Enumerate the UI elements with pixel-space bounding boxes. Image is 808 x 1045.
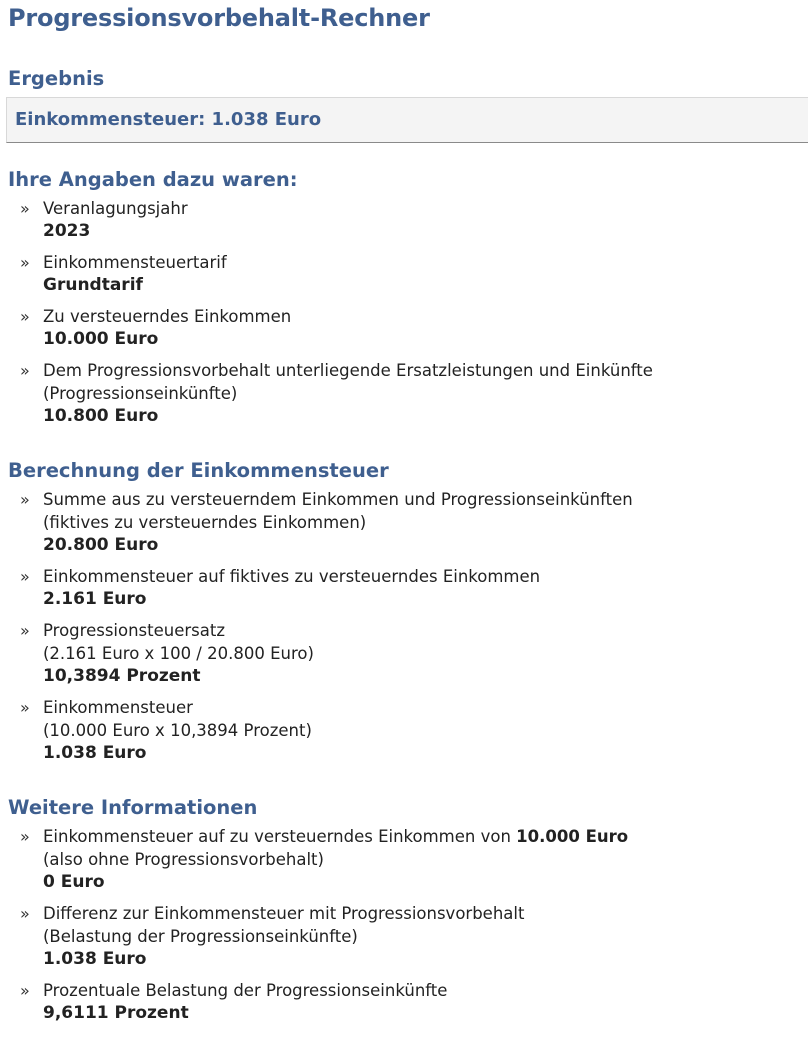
- inputs-list: [0, 197, 808, 436]
- bullet: »: [20, 361, 30, 380]
- list-item: [0, 825, 808, 894]
- bullet: »: [20, 981, 30, 1000]
- bullet: »: [20, 698, 30, 717]
- item-label: Einkommensteuer: [43, 698, 193, 717]
- item-label: Progressionsteuersatz: [43, 621, 225, 640]
- calculation-list: [0, 488, 808, 773]
- item-label: Summe aus zu versteuerndem Einkommen und Progressionseinkünften: [43, 490, 633, 509]
- bullet: »: [20, 253, 30, 272]
- result-box: [6, 97, 808, 143]
- bullet: »: [20, 199, 30, 218]
- list-item: [0, 488, 808, 557]
- result-text: Einkommensteuer: 1.038 Euro: [15, 109, 322, 130]
- item-value: 0 Euro: [43, 872, 105, 892]
- item-label-line: [43, 825, 808, 848]
- bullet: »: [20, 307, 30, 326]
- bullet: »: [20, 827, 30, 846]
- bullet: »: [20, 490, 30, 509]
- item-value: 9,6111 Prozent: [43, 1003, 189, 1023]
- item-value: 10,3894 Prozent: [43, 666, 201, 686]
- item-label-amount: 10.000 Euro: [516, 827, 629, 846]
- item-label: Dem Progressionsvorbehalt unterliegende Ersatzleistungen und Einkünfte: [43, 361, 653, 380]
- further-info-heading: Weitere Informationen: [8, 796, 258, 819]
- item-sublabel: (fiktives zu versteuerndes Einkommen): [43, 513, 367, 532]
- list-item: [0, 902, 808, 971]
- item-label: Prozentuale Belastung der Progressionseinkünfte: [43, 981, 448, 1000]
- item-value: 20.800 Euro: [43, 535, 159, 555]
- item-value: 10.800 Euro: [43, 406, 159, 426]
- list-item: [0, 305, 808, 351]
- list-item: [0, 696, 808, 765]
- item-sublabel: (10.000 Euro x 10,3894 Prozent): [43, 721, 312, 740]
- bullet: »: [20, 567, 30, 586]
- result-heading: Ergebnis: [8, 67, 105, 90]
- bullet: »: [20, 904, 30, 923]
- item-sublabel: (2.161 Euro x 100 / 20.800 Euro): [43, 644, 314, 663]
- item-label: Differenz zur Einkommensteuer mit Progressionsvorbehalt: [43, 904, 525, 923]
- item-value: 1.038 Euro: [43, 743, 147, 763]
- item-label: Veranlagungsjahr: [43, 199, 188, 218]
- list-item: [0, 979, 808, 1025]
- calculation-heading: Berechnung der Einkommensteuer: [8, 459, 389, 482]
- item-label: Einkommensteuer auf zu versteuerndes Einkommen von: [43, 827, 517, 846]
- item-value: 1.038 Euro: [43, 949, 147, 969]
- list-item: [0, 197, 808, 243]
- item-value: Grundtarif: [43, 275, 143, 295]
- item-label: Einkommensteuertarif: [43, 253, 227, 272]
- list-item: [0, 359, 808, 428]
- item-sublabel: (Belastung der Progressionseinkünfte): [43, 927, 358, 946]
- list-item: [0, 251, 808, 297]
- item-value: 10.000 Euro: [43, 329, 159, 349]
- item-label: Einkommensteuer auf fiktives zu versteuerndes Einkommen: [43, 567, 541, 586]
- item-sublabel: (also ohne Progressionsvorbehalt): [43, 850, 324, 869]
- item-value: 2.161 Euro: [43, 589, 147, 609]
- item-sublabel: (Progressionseinkünfte): [43, 384, 238, 403]
- inputs-heading: Ihre Angaben dazu waren:: [8, 168, 298, 191]
- item-label: Zu versteuerndes Einkommen: [43, 307, 292, 326]
- page-title: Progressionsvorbehalt-Rechner: [8, 4, 430, 32]
- bullet: »: [20, 621, 30, 640]
- list-item: [0, 619, 808, 688]
- further-info-list: [0, 825, 808, 1033]
- item-value: 2023: [43, 221, 91, 241]
- list-item: [0, 565, 808, 611]
